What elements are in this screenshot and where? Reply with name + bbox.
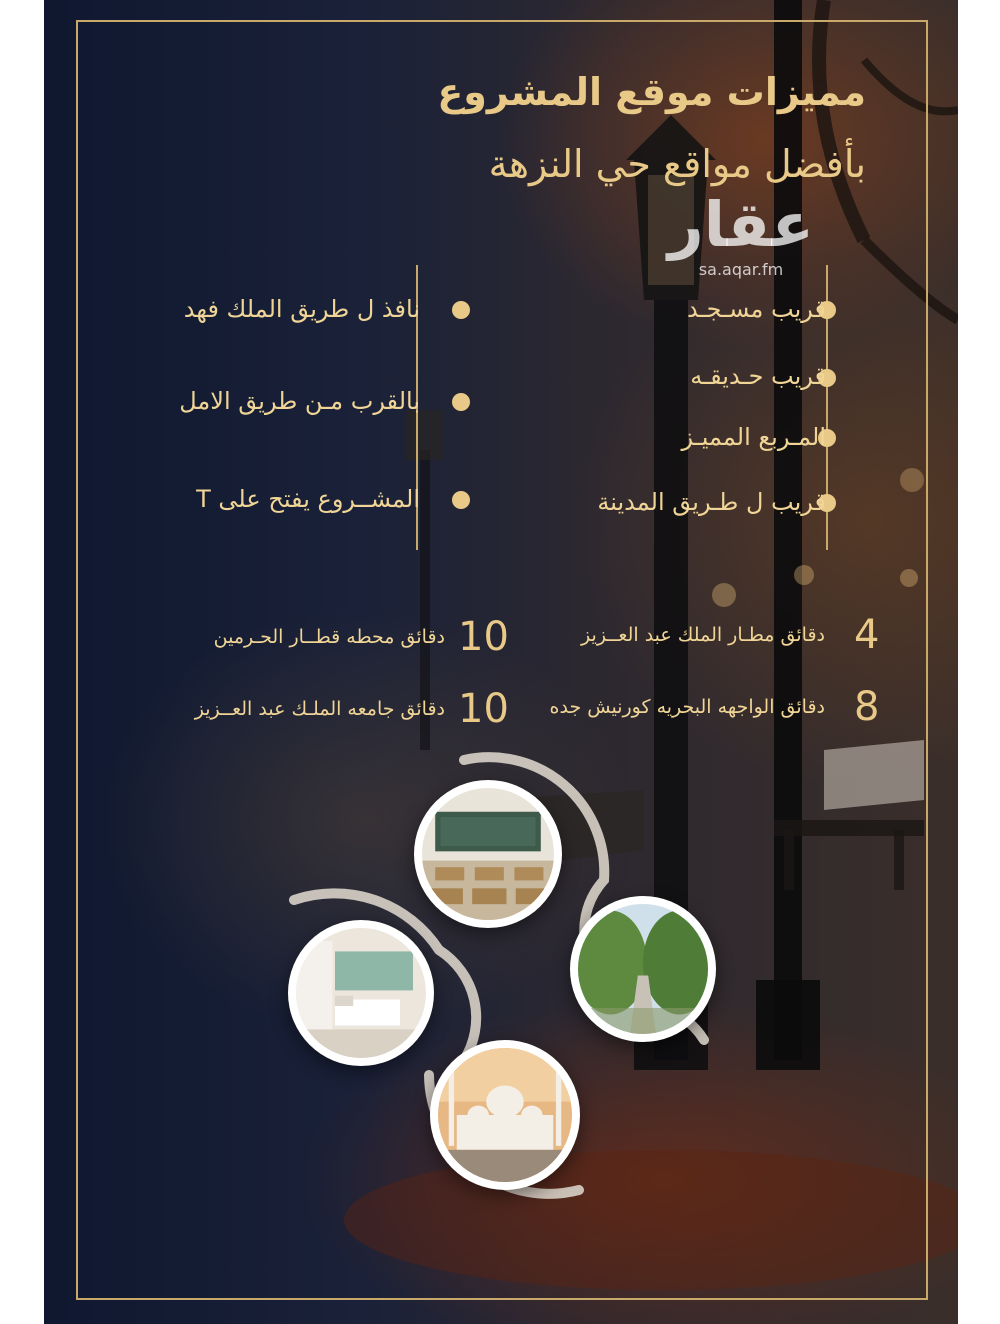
mosque-photo [430,1040,580,1190]
feature-item: قريب ل طـريق المدينة [597,488,826,516]
hospital-photo [288,920,434,1066]
page-title: مميزات موقع المشروع [437,70,866,114]
distance-minutes: 10 [458,686,509,732]
poster-background [44,0,958,1324]
feature-item: المـربع المميـز [681,423,826,451]
feature-item: قريب مسـجـد [686,295,826,323]
distance-label: دقائق جامعه الملـك عبد العــزيز [194,698,445,720]
page-subtitle: بأفضل مواقع حي النزهة [488,142,866,186]
feature-item: المشــروع يفتح على T [196,485,420,513]
feature-item: قريب حـديقـه [690,362,826,390]
distance-minutes: 4 [854,612,880,658]
park-photo [570,896,716,1042]
distance-minutes: 10 [458,614,509,660]
feature-item: نافذ ل طريق الملك فهد [183,295,420,323]
distance-label: دقائق الواجهه البحريه كورنيش جده [549,696,825,718]
distance-label: دقائق مطـار الملك عبد العــزيز [581,624,825,646]
feature-item: بالقرب مـن طريق الامل [179,387,420,415]
distance-minutes: 8 [854,684,880,730]
watermark-logo-text: عقار [668,188,814,261]
classroom-photo [414,780,562,928]
distance-label: دقائق محطه قطــار الحـرمين [213,626,445,648]
watermark-url: sa.aqar.fm [698,260,784,279]
